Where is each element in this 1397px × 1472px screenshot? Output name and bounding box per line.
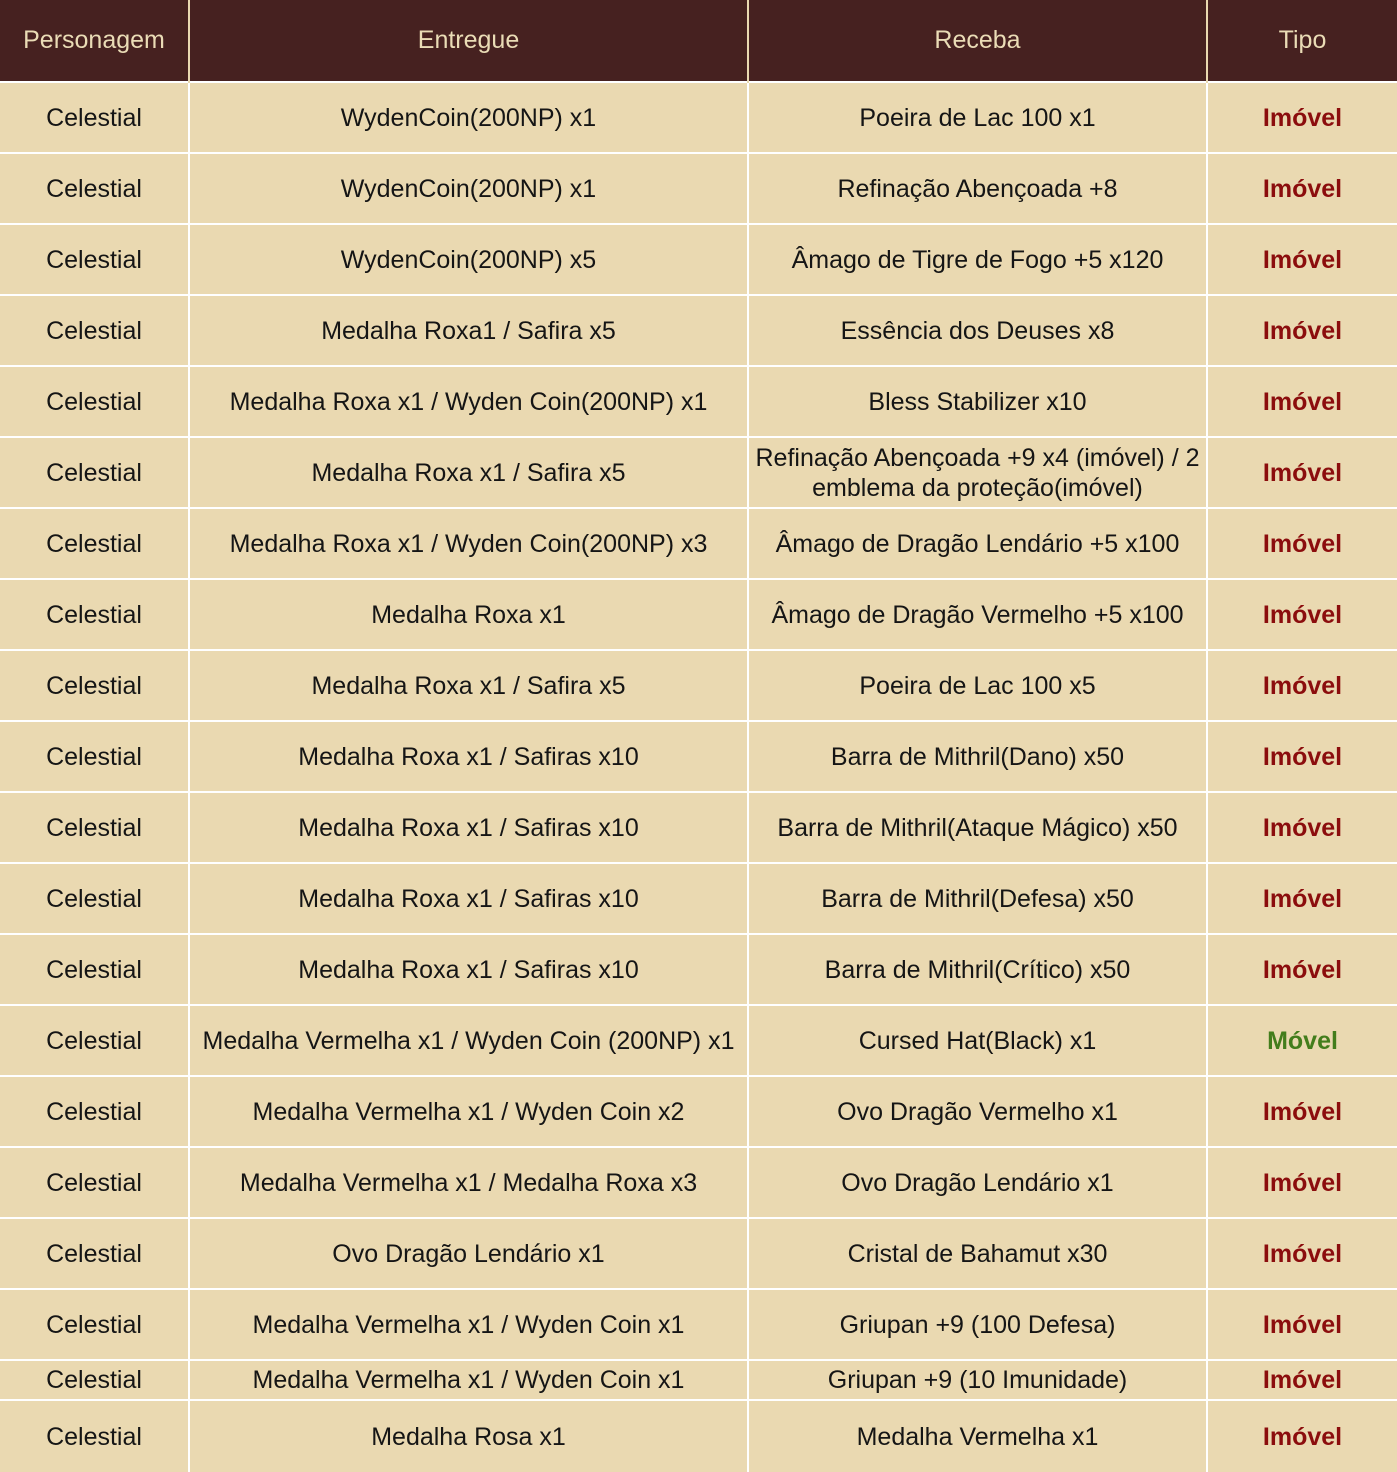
cell-personagem: Celestial (0, 863, 189, 934)
table-row (0, 1147, 1397, 1218)
cell-receba: Bless Stabilizer x10 (748, 366, 1207, 437)
cell-personagem: Celestial (0, 295, 189, 366)
table-row (0, 1400, 1397, 1472)
cell-receba: Griupan +9 (10 Imunidade) (748, 1360, 1207, 1400)
cell-entregue: Medalha Vermelha x1 / Wyden Coin (200NP) x1 (189, 1005, 748, 1076)
cell-tipo: Imóvel (1207, 82, 1397, 153)
table-row (0, 1005, 1397, 1076)
cell-receba: Âmago de Dragão Vermelho +5 x100 (748, 579, 1207, 650)
cell-personagem: Celestial (0, 579, 189, 650)
cell-entregue: Medalha Vermelha x1 / Wyden Coin x2 (189, 1076, 748, 1147)
cell-tipo: Imóvel (1207, 1360, 1397, 1400)
cell-personagem: Celestial (0, 508, 189, 579)
cell-receba: Barra de Mithril(Crítico) x50 (748, 934, 1207, 1005)
cell-entregue: Medalha Roxa x1 / Safira x5 (189, 437, 748, 508)
cell-tipo: Imóvel (1207, 1289, 1397, 1360)
cell-entregue: Medalha Roxa x1 / Wyden Coin(200NP) x3 (189, 508, 748, 579)
cell-entregue: WydenCoin(200NP) x1 (189, 153, 748, 224)
cell-tipo: Imóvel (1207, 1147, 1397, 1218)
cell-tipo: Imóvel (1207, 508, 1397, 579)
table-row (0, 153, 1397, 224)
cell-personagem: Celestial (0, 650, 189, 721)
cell-receba: Ovo Dragão Lendário x1 (748, 1147, 1207, 1218)
cell-personagem: Celestial (0, 366, 189, 437)
cell-receba: Barra de Mithril(Defesa) x50 (748, 863, 1207, 934)
cell-personagem: Celestial (0, 1400, 189, 1472)
cell-personagem: Celestial (0, 1289, 189, 1360)
cell-personagem: Celestial (0, 792, 189, 863)
cell-entregue: Medalha Roxa x1 / Safiras x10 (189, 934, 748, 1005)
cell-tipo: Imóvel (1207, 1076, 1397, 1147)
cell-receba: Ovo Dragão Vermelho x1 (748, 1076, 1207, 1147)
table-row (0, 437, 1397, 508)
cell-entregue: Medalha Roxa x1 / Safiras x10 (189, 721, 748, 792)
table-row (0, 1218, 1397, 1289)
header-receba: Receba (748, 0, 1207, 82)
cell-entregue: Medalha Roxa x1 (189, 579, 748, 650)
table-row (0, 1360, 1397, 1400)
table-row (0, 579, 1397, 650)
cell-entregue: Medalha Roxa x1 / Wyden Coin(200NP) x1 (189, 366, 748, 437)
cell-entregue: Ovo Dragão Lendário x1 (189, 1218, 748, 1289)
table-row (0, 863, 1397, 934)
table-row (0, 792, 1397, 863)
cell-personagem: Celestial (0, 82, 189, 153)
cell-personagem: Celestial (0, 1360, 189, 1400)
cell-tipo: Imóvel (1207, 1400, 1397, 1472)
cell-tipo: Imóvel (1207, 366, 1397, 437)
cell-entregue: Medalha Vermelha x1 / Wyden Coin x1 (189, 1360, 748, 1400)
cell-receba: Refinação Abençoada +8 (748, 153, 1207, 224)
table-header (0, 0, 1397, 82)
cell-tipo: Móvel (1207, 1005, 1397, 1076)
cell-personagem: Celestial (0, 437, 189, 508)
cell-receba: Barra de Mithril(Ataque Mágico) x50 (748, 792, 1207, 863)
cell-tipo: Imóvel (1207, 579, 1397, 650)
cell-tipo: Imóvel (1207, 153, 1397, 224)
cell-personagem: Celestial (0, 1076, 189, 1147)
cell-receba: Essência dos Deuses x8 (748, 295, 1207, 366)
cell-personagem: Celestial (0, 721, 189, 792)
cell-personagem: Celestial (0, 153, 189, 224)
header-personagem: Personagem (0, 0, 189, 82)
cell-receba: Cursed Hat(Black) x1 (748, 1005, 1207, 1076)
table-row (0, 650, 1397, 721)
table-row (0, 508, 1397, 579)
cell-tipo: Imóvel (1207, 863, 1397, 934)
cell-receba: Poeira de Lac 100 x1 (748, 82, 1207, 153)
table-row (0, 934, 1397, 1005)
cell-receba: Refinação Abençoada +9 x4 (imóvel) / 2 emblema da proteção(imóvel) (748, 437, 1207, 508)
table-row (0, 1289, 1397, 1360)
cell-receba: Âmago de Dragão Lendário +5 x100 (748, 508, 1207, 579)
cell-entregue: Medalha Rosa x1 (189, 1400, 748, 1472)
cell-tipo: Imóvel (1207, 721, 1397, 792)
table-row (0, 295, 1397, 366)
cell-tipo: Imóvel (1207, 1218, 1397, 1289)
cell-tipo: Imóvel (1207, 224, 1397, 295)
cell-entregue: Medalha Roxa x1 / Safiras x10 (189, 792, 748, 863)
cell-receba: Griupan +9 (100 Defesa) (748, 1289, 1207, 1360)
header-entregue: Entregue (189, 0, 748, 82)
table-body (0, 82, 1397, 1472)
cell-tipo: Imóvel (1207, 295, 1397, 366)
cell-receba: Poeira de Lac 100 x5 (748, 650, 1207, 721)
cell-tipo: Imóvel (1207, 650, 1397, 721)
cell-entregue: Medalha Vermelha x1 / Wyden Coin x1 (189, 1289, 748, 1360)
cell-personagem: Celestial (0, 224, 189, 295)
cell-personagem: Celestial (0, 1147, 189, 1218)
cell-receba: Medalha Vermelha x1 (748, 1400, 1207, 1472)
cell-entregue: Medalha Vermelha x1 / Medalha Roxa x3 (189, 1147, 748, 1218)
table-row (0, 82, 1397, 153)
cell-receba: Barra de Mithril(Dano) x50 (748, 721, 1207, 792)
cell-tipo: Imóvel (1207, 437, 1397, 508)
cell-receba: Âmago de Tigre de Fogo +5 x120 (748, 224, 1207, 295)
header-tipo: Tipo (1207, 0, 1397, 82)
table-row (0, 1076, 1397, 1147)
cell-personagem: Celestial (0, 934, 189, 1005)
table-row (0, 366, 1397, 437)
cell-entregue: WydenCoin(200NP) x1 (189, 82, 748, 153)
table-row (0, 721, 1397, 792)
table-row (0, 224, 1397, 295)
cell-entregue: Medalha Roxa1 / Safira x5 (189, 295, 748, 366)
cell-personagem: Celestial (0, 1005, 189, 1076)
cell-tipo: Imóvel (1207, 934, 1397, 1005)
cell-tipo: Imóvel (1207, 792, 1397, 863)
cell-entregue: Medalha Roxa x1 / Safira x5 (189, 650, 748, 721)
cell-receba: Cristal de Bahamut x30 (748, 1218, 1207, 1289)
header-row (0, 0, 1397, 82)
cell-entregue: Medalha Roxa x1 / Safiras x10 (189, 863, 748, 934)
cell-personagem: Celestial (0, 1218, 189, 1289)
cell-entregue: WydenCoin(200NP) x5 (189, 224, 748, 295)
